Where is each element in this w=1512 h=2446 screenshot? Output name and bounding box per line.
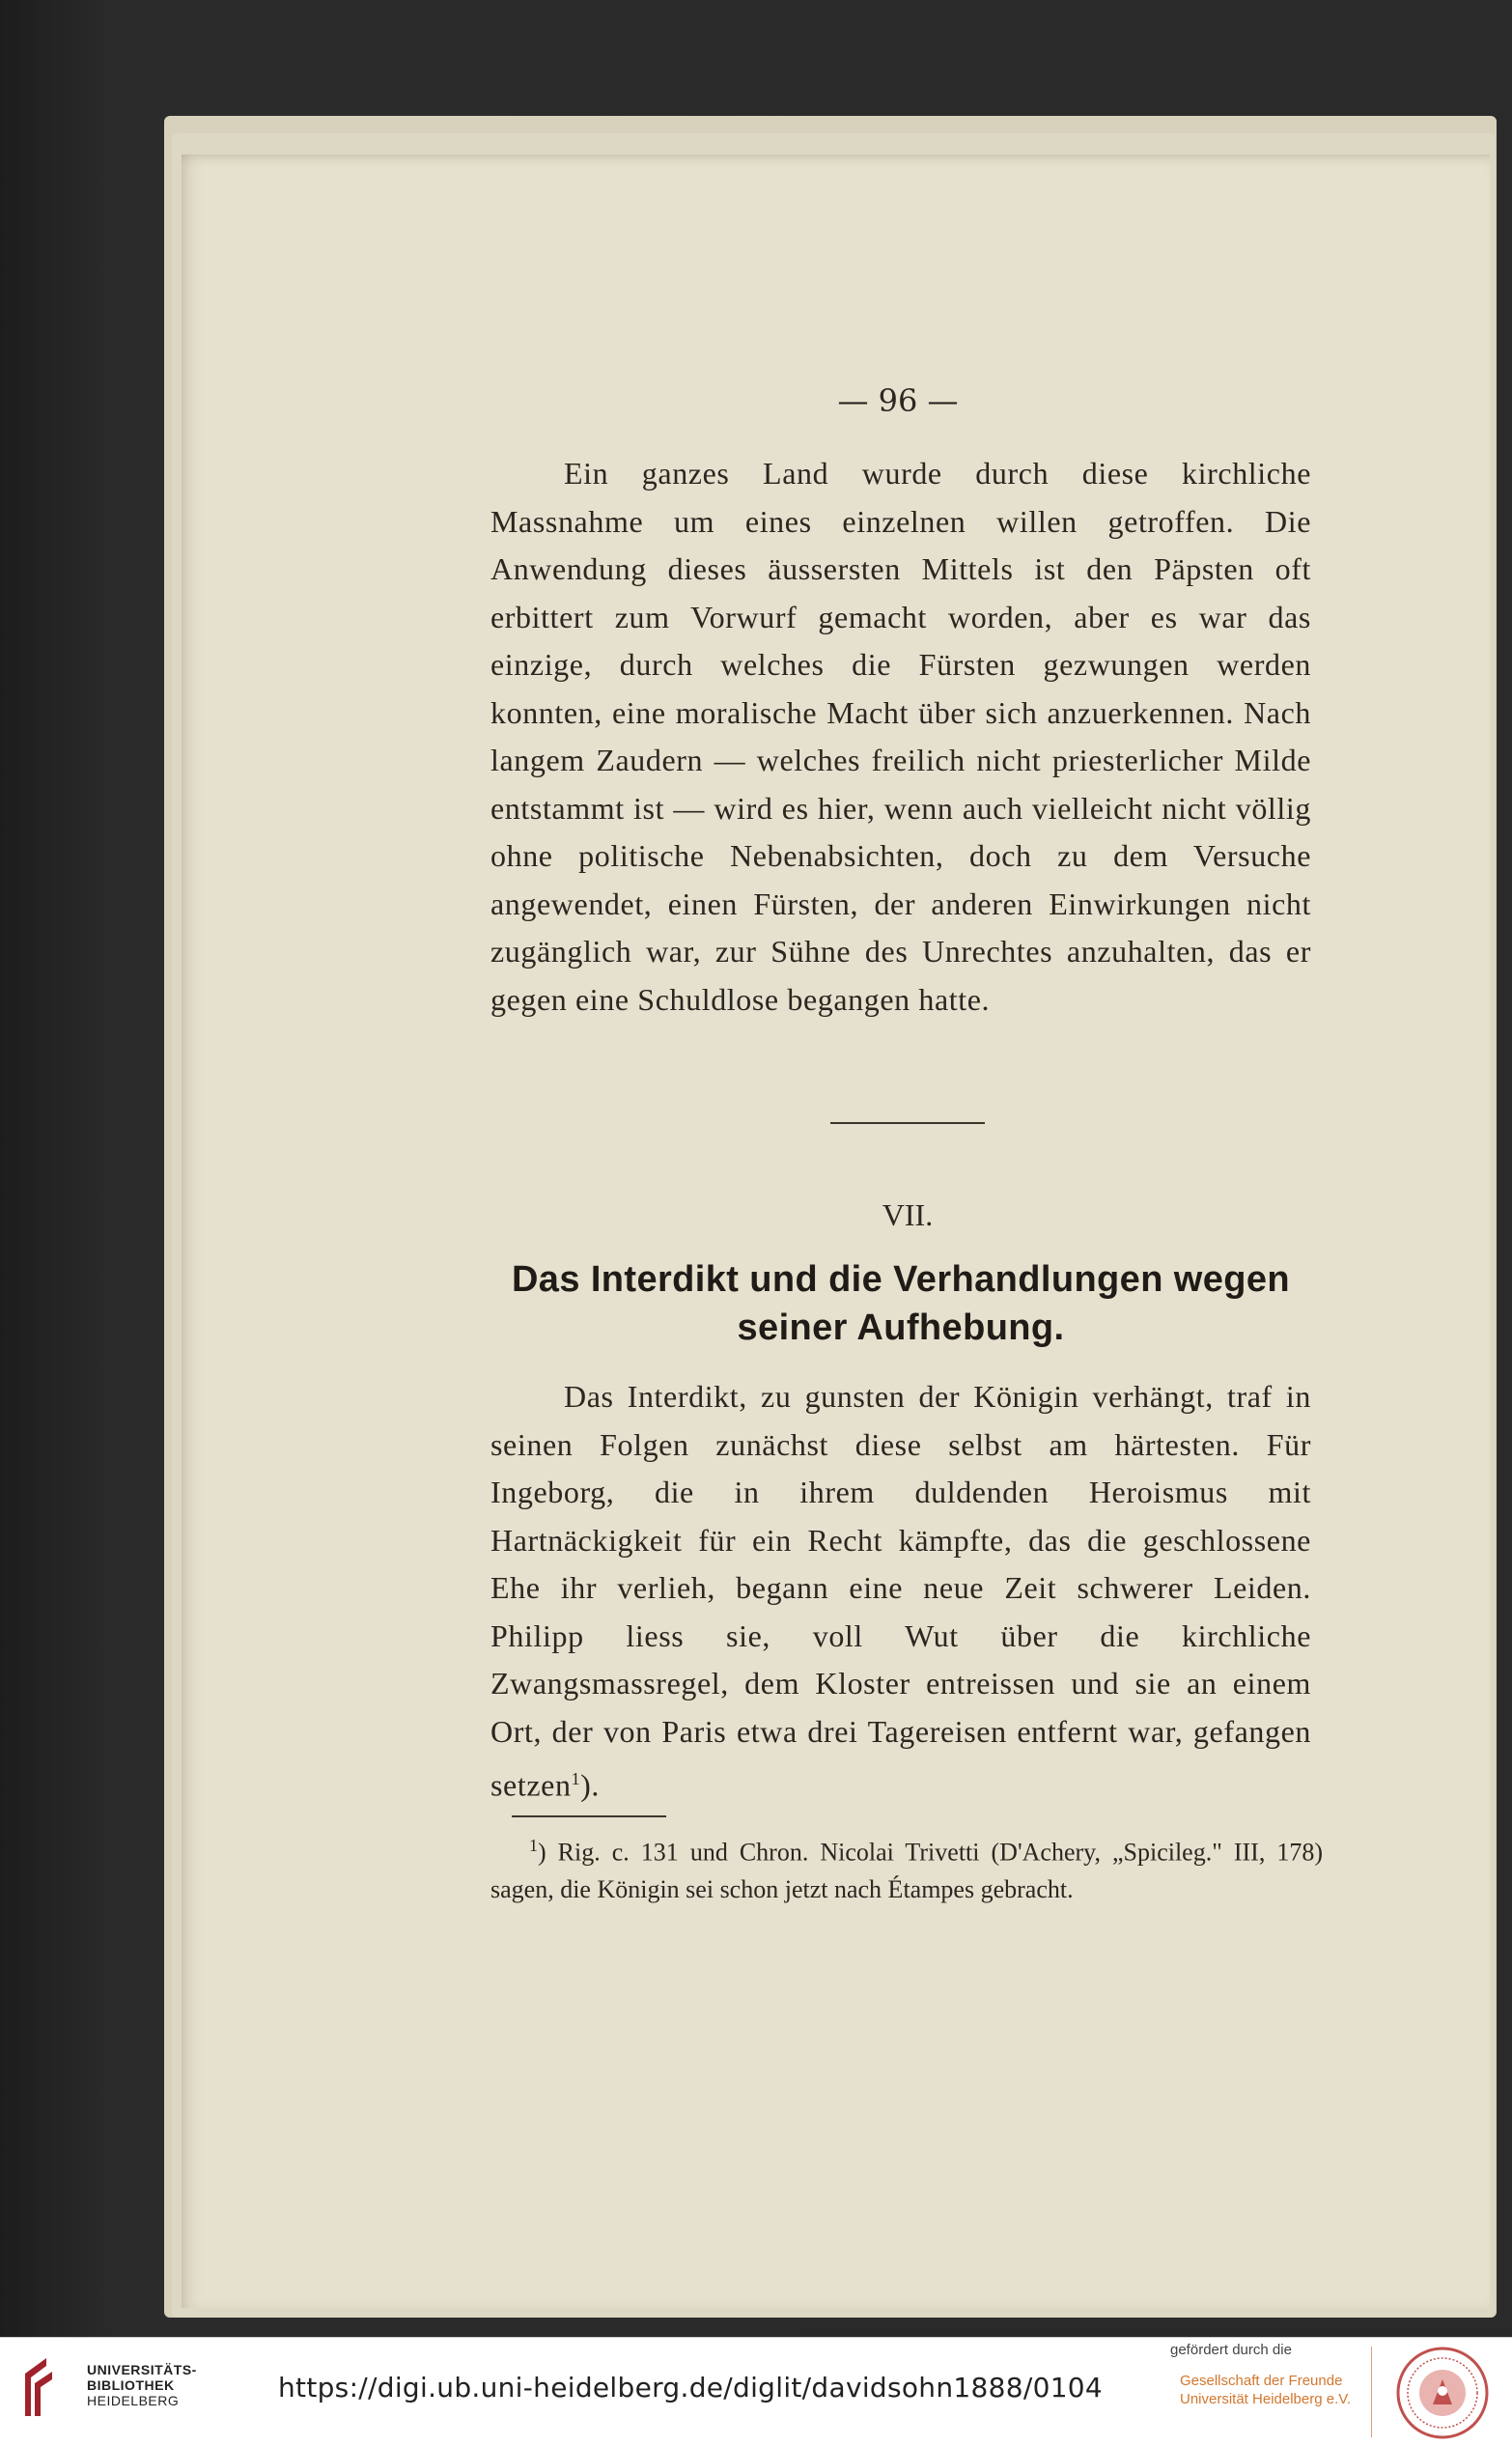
- paragraph-2-body: Das Interdikt, zu gunsten der Königin verhängt, traf in seinen Folgen zunächst diese selbst am härtesten. Für Ingeborg, die in ihrem duldenden Heroismus mit Hartnäckigkeit für ein Recht kämpfte, das die geschlossene Ehe ihr verlieh, begann eine neue Zeit schwerer Leiden. Philipp liess sie, voll Wut über die kirchliche Zwangsmassregel, dem Kloster entreissen und sie an einem Ort, der von Paris etwa drei Tagereisen entfernt war, gefangen setzen: [490, 1379, 1311, 1803]
- paragraph-2-text: [490, 1373, 1311, 1810]
- university-seal-icon: [1394, 2345, 1491, 2441]
- society-name-line-2: Universität Heidelberg e.V.: [1180, 2391, 1352, 2407]
- footnote: [490, 1827, 1323, 1908]
- section-title-line-1: Das Interdikt und die Verhandlungen wegen: [511, 1259, 1291, 1300]
- section-title: [490, 1255, 1311, 1352]
- footnote-body: ) Rig. c. 131 und Chron. Nicolai Trivetti (D'Achery, „Spicileg." III, 178) sagen, die Königin sei schon jetzt nach Étampes gebracht.: [490, 1838, 1323, 1903]
- library-name-line-3: HEIDELBERG: [87, 2393, 180, 2408]
- footer-divider: [1371, 2347, 1372, 2437]
- section-title-line-2: seiner Aufhebung.: [737, 1307, 1065, 1348]
- footnote-rule: [512, 1815, 666, 1817]
- footnote-text: [490, 1827, 1323, 1908]
- library-name: [87, 2362, 197, 2408]
- paragraph-1: [490, 450, 1311, 1024]
- paragraph-2: [490, 1373, 1311, 1810]
- footnote-mark: 1: [529, 1836, 538, 1855]
- library-name-line-2: BIBLIOTHEK: [87, 2377, 175, 2393]
- society-name-line-1: Gesellschaft der Freunde: [1180, 2373, 1343, 2389]
- section-number: VII.: [882, 1197, 934, 1232]
- library-name-line-1: UNIVERSITÄTS-: [87, 2362, 197, 2377]
- document-url-link[interactable]: https://digi.ub.uni-heidelberg.de/diglit/davidsohn1888/0104: [278, 2372, 1104, 2404]
- society-name: [1180, 2372, 1351, 2408]
- funded-by-label: gefördert durch die: [1170, 2342, 1292, 2358]
- page-number: — 96 —: [837, 382, 959, 419]
- footnote-reference: 1: [571, 1769, 581, 1788]
- section-divider: [830, 1122, 985, 1124]
- paragraph-1-text: Ein ganzes Land wurde durch diese kirchliche Massnahme um eines einzelnen willen getroffen. Die Anwendung dieses äussersten Mittels ist den Päpsten oft erbittert zum Vorwurf gemacht worden, aber es war das einzige, durch welches die Fürsten gezwungen werden konnten, eine moralische Macht über sich anzuerkennen. Nach langem Zaudern — welches freilich nicht priesterlicher Milde entstammt ist — wird es hier, wenn auch vielleicht nicht völlig ohne politische Nebenabsichten, doch zu dem Versuche angewendet, einen Fürsten, der anderen Einwirkungen nicht zugänglich war, zur Sühne des Unrechtes anzuhalten, das er gegen eine Schuldlose begangen hatte.: [490, 456, 1311, 1017]
- paragraph-2-end: ).: [580, 1767, 601, 1803]
- university-library-logo-icon: [17, 2354, 60, 2422]
